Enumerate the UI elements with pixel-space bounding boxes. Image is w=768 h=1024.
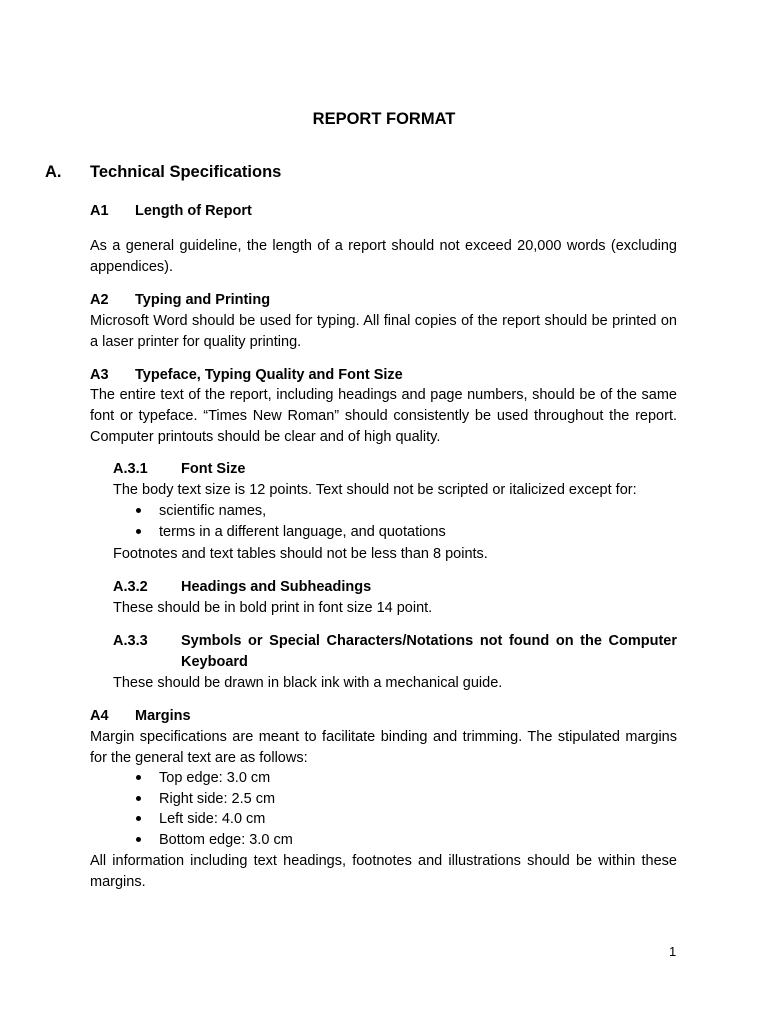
bullet-icon: [136, 837, 141, 842]
section-label: Margins: [135, 708, 191, 724]
a4-closing-paragraph: All information including text headings, footnotes and illustrations should be within these margins.: [90, 853, 677, 890]
list-item: scientific names,: [136, 501, 446, 522]
a33-heading: [113, 631, 677, 673]
list-item: Bottom edge: 3.0 cm: [136, 830, 293, 851]
bullet-icon: [136, 816, 141, 821]
section-label: Symbols or Special Characters/Notations not found on the Computer Keyboard: [181, 633, 677, 670]
a4-heading: [90, 706, 191, 727]
page-number: 1: [669, 944, 677, 959]
list-item: Right side: 2.5 cm: [136, 789, 293, 810]
section-number: A2: [90, 292, 109, 308]
section-label: Typing and Printing: [135, 292, 271, 308]
list-item: Left side: 4.0 cm: [136, 809, 293, 830]
a31-footnote-text: Footnotes and text tables should not be less than 8 points.: [113, 546, 488, 562]
section-label: Length of Report: [135, 203, 252, 219]
a3-heading: [90, 365, 403, 386]
a1-heading: [90, 201, 252, 222]
bullet-icon: [136, 775, 141, 780]
section-number: A.3.3: [113, 633, 148, 649]
section-number: A.3.1: [113, 461, 148, 477]
page-title: REPORT FORMAT: [312, 110, 456, 128]
a31-bullet-list: [136, 501, 446, 542]
list-item: terms in a different language, and quotations: [136, 522, 446, 543]
a32-heading: [113, 577, 677, 598]
section-number: A.: [45, 163, 62, 181]
section-a-heading: [45, 162, 281, 183]
a1-paragraph: As a general guideline, the length of a report should not exceed 20,000 words (excluding appendices).: [90, 238, 677, 275]
a4-bullet-list: [136, 768, 293, 850]
bullet-icon: [136, 508, 141, 513]
bullet-icon: [136, 529, 141, 534]
section-label: Font Size: [181, 461, 246, 477]
section-label: Technical Specifications: [90, 163, 282, 181]
list-item: Top edge: 3.0 cm: [136, 768, 293, 789]
a3-paragraph: The entire text of the report, including headings and page numbers, should be of the same font or typeface. “Times New Roman” should consistently be used throughout the report. Computer printouts should be clear and of high quality.: [90, 387, 677, 445]
a2-paragraph: Microsoft Word should be used for typing. All final copies of the report should be printed on a laser printer for quality printing.: [90, 313, 677, 350]
section-number: A.3.2: [113, 579, 148, 595]
section-label: Headings and Subheadings: [181, 579, 372, 595]
a32-paragraph: These should be in bold print in font size 14 point.: [113, 600, 433, 616]
section-number: A3: [90, 367, 109, 383]
section-label: Typeface, Typing Quality and Font Size: [135, 367, 403, 383]
section-number: A1: [90, 203, 109, 219]
section-number: A4: [90, 708, 109, 724]
bullet-icon: [136, 796, 141, 801]
a33-paragraph: These should be drawn in black ink with a mechanical guide.: [113, 675, 503, 691]
a31-heading: [113, 459, 677, 480]
a4-paragraph: Margin specifications are meant to facilitate binding and trimming. The stipulated margins for the general text are as follows:: [90, 729, 677, 766]
a31-paragraph: The body text size is 12 points. Text should not be scripted or italicized except for:: [113, 482, 637, 498]
a2-heading: [90, 290, 270, 311]
